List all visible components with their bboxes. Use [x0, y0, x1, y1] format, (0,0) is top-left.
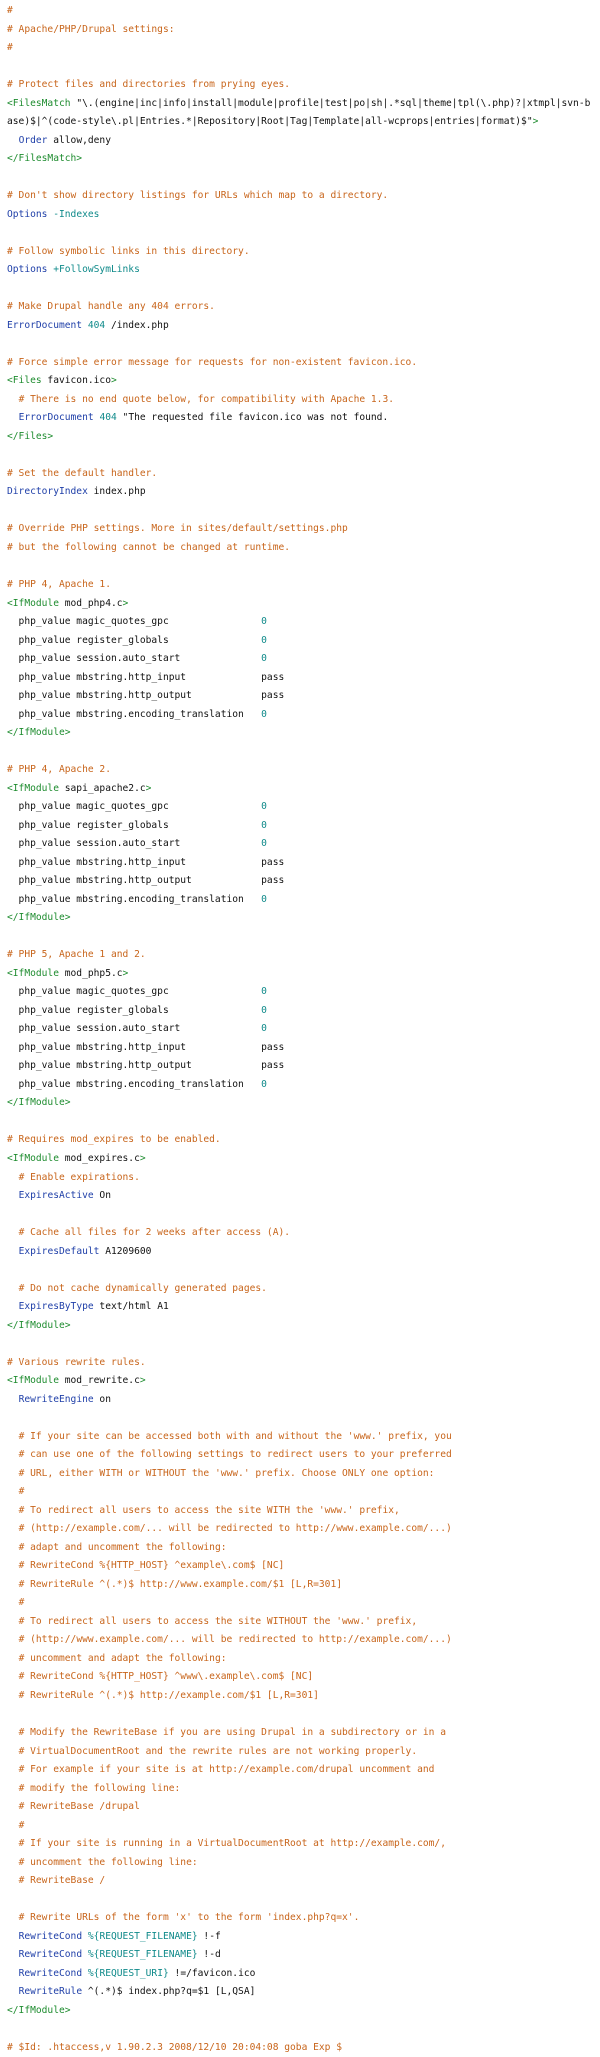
code-line [7, 1502, 600, 1521]
comment-token: # Modify the RewriteBase if you are using Drupal in a subdirectory or in a [18, 1726, 446, 1738]
code-line [7, 21, 600, 40]
value-token: +FollowSymLinks [53, 264, 140, 276]
directive-token: ExpiresByType [18, 1301, 94, 1313]
code-line [7, 2, 600, 21]
code-line [7, 1057, 600, 1076]
code-line [7, 1391, 600, 1410]
code-line [7, 58, 600, 77]
plain-token: !-d [197, 1949, 221, 1961]
code-line [7, 280, 600, 299]
comment-token: # RewriteCond %{HTTP_HOST} ^www\.example\.com$ [NC] [18, 1671, 314, 1683]
code-line [7, 1298, 600, 1317]
plain-token [7, 1560, 19, 1571]
comment-token: # Set the default handler. [7, 467, 158, 479]
code-line [7, 391, 600, 410]
code-line [7, 1076, 600, 1095]
code-line [7, 187, 600, 206]
code-line [7, 1150, 600, 1169]
code-line [7, 1594, 600, 1613]
code-line [7, 1261, 600, 1280]
code-line [7, 2020, 600, 2039]
code-line [7, 1835, 600, 1854]
code-line [7, 1668, 600, 1687]
plain-token: php_value register_globals [7, 634, 262, 646]
code-line [7, 1743, 600, 1762]
code-line [7, 2002, 600, 2021]
comment-token: # Override PHP settings. More in sites/default/settings.php [7, 523, 348, 535]
value-token: 0 [261, 1023, 267, 1035]
code-line [7, 650, 600, 669]
plain-token: allow,deny [47, 134, 111, 146]
comment-token: # [18, 1486, 25, 1498]
code-line [7, 1372, 600, 1391]
code-line [7, 132, 600, 151]
comment-token: # adapt and uncomment the following: [18, 1541, 227, 1553]
code-line [7, 687, 600, 706]
code-line [7, 243, 600, 262]
code-line [7, 298, 600, 317]
code-line [7, 1650, 600, 1669]
value-token: 0 [261, 1078, 267, 1090]
plain-token [7, 1857, 19, 1868]
comment-token: # For example if your site is at http://example.com/drupal uncomment and [18, 1764, 435, 1776]
directive-token: ErrorDocument [18, 412, 94, 424]
plain-token [7, 1634, 19, 1645]
code-line [7, 1002, 600, 1021]
plain-token: ^(.*)$ index.php?q=$1 [L,QSA] [82, 1986, 256, 1998]
plain-token: php_value session.auto_start [7, 838, 262, 850]
code-line [7, 743, 600, 762]
plain-token [7, 1838, 19, 1849]
plain-token [7, 1783, 19, 1794]
plain-token: "\.(engine|inc|info|install|module|profile|test|po|sh|.*sql|theme|tpl(\.php)?|xtmpl|svn-base)$|^(code-style\.pl|Entries.*|Repository|Root|Tag|Template|all-wcprops|entries|format)$" [7, 97, 591, 128]
plain-token [7, 1542, 19, 1553]
comment-token: # Requires mod_expires to be enabled. [7, 1134, 221, 1146]
code-line [7, 520, 600, 539]
code-line [7, 595, 600, 614]
comment-token: # PHP 4, Apache 1. [7, 579, 111, 591]
plain-token [7, 1986, 19, 1997]
tag-token: <IfModule [7, 1375, 59, 1387]
tag-token: </IfModule> [7, 912, 71, 924]
code-line [7, 1687, 600, 1706]
plain-token [7, 394, 19, 405]
tag-token: > [110, 375, 117, 387]
directive-token: ExpiresDefault [18, 1245, 100, 1257]
tag-token: <IfModule [7, 597, 59, 609]
code-line [7, 1465, 600, 1484]
code-line [7, 965, 600, 984]
plain-token [7, 1597, 19, 1608]
code-line [7, 928, 600, 947]
plain-token [7, 1931, 19, 1942]
comment-token: # modify the following line: [18, 1782, 181, 1794]
code-line [7, 335, 600, 354]
plain-token: favicon.ico [41, 375, 111, 387]
tag-token: </IfModule> [7, 1319, 71, 1331]
code-line [7, 724, 600, 743]
code-line [7, 1817, 600, 1836]
code-line [7, 1909, 600, 1928]
comment-token: # To redirect all users to access the site WITHOUT the 'www.' prefix, [18, 1615, 418, 1627]
comment-token: # Make Drupal handle any 404 errors. [7, 301, 215, 313]
code-line [7, 1798, 600, 1817]
value-token: -Indexes [53, 208, 100, 220]
comment-token: # VirtualDocumentRoot and the rewrite rules are not working properly. [18, 1745, 418, 1757]
plain-token [7, 1727, 19, 1738]
comment-token: # If your site is running in a VirtualDocumentRoot at http://example.com/, [18, 1838, 446, 1850]
comment-token: # Force simple error message for requests for non-existent favicon.ico. [7, 356, 418, 368]
comment-token: # Follow symbolic links in this directory. [7, 245, 250, 257]
tag-token: > [139, 1375, 146, 1387]
code-line [7, 1020, 600, 1039]
value-token: %{REQUEST_FILENAME} [87, 1949, 198, 1961]
tag-token: </FilesMatch> [7, 153, 83, 165]
code-line [7, 1724, 600, 1743]
plain-token [7, 1246, 19, 1257]
tag-token: > [145, 782, 152, 794]
comment-token: # but the following cannot be changed at runtime. [7, 541, 291, 553]
comment-token: # RewriteBase / [18, 1875, 106, 1887]
code-line [7, 798, 600, 817]
directive-token: Options [7, 208, 48, 220]
comment-token: # (http://www.example.com/... will be redirected to http://example.com/...) [18, 1634, 452, 1646]
comment-token: # Protect files and directories from prying eyes. [7, 79, 291, 91]
plain-token [7, 1912, 19, 1923]
comment-token: # PHP 5, Apache 1 and 2. [7, 949, 146, 961]
code-line [7, 909, 600, 928]
tag-token: <IfModule [7, 782, 59, 794]
plain-token: php_value mbstring.encoding_translation [7, 893, 262, 905]
value-token: 0 [261, 653, 267, 665]
plain-token [7, 1820, 19, 1831]
code-line [7, 1631, 600, 1650]
code-line [7, 1131, 600, 1150]
value-token: %{REQUEST_FILENAME} [87, 1930, 198, 1942]
code-line [7, 1187, 600, 1206]
comment-token: # Apache/PHP/Drupal settings: [7, 23, 175, 35]
code-line [7, 1576, 600, 1595]
comment-token: # [7, 5, 13, 16]
code-line [7, 835, 600, 854]
code-line [7, 632, 600, 651]
code-line [7, 1872, 600, 1891]
plain-token: php_value mbstring.http_input pass [7, 671, 285, 683]
code-line [7, 39, 600, 58]
plain-token [7, 1764, 19, 1775]
plain-token: index.php [87, 486, 146, 498]
plain-token: "The requested file favicon.ico was not found. [116, 412, 389, 424]
code-line [7, 1983, 600, 2002]
code-line [7, 613, 600, 632]
comment-token: # Don't show directory listings for URLs which map to a directory. [7, 190, 389, 202]
plain-token [7, 1968, 19, 1979]
comment-token: # can use one of the following settings to redirect users to your preferred [18, 1449, 452, 1461]
code-line [7, 669, 600, 688]
code-line [7, 446, 600, 465]
code-line [7, 317, 600, 336]
comment-token: # Various rewrite rules. [7, 1356, 146, 1368]
value-token: 0 [261, 893, 267, 905]
code-line [7, 1094, 600, 1113]
code-line [7, 558, 600, 577]
plain-token [7, 1505, 19, 1516]
plain-token [7, 1301, 19, 1312]
tag-token: <Files [7, 375, 42, 387]
code-line [7, 1854, 600, 1873]
plain-token [7, 1801, 19, 1812]
code-line [7, 1317, 600, 1336]
plain-token [7, 1283, 19, 1294]
code-line [7, 1169, 600, 1188]
tag-token: > [532, 116, 539, 128]
plain-token: php_value mbstring.http_input pass [7, 1041, 285, 1053]
plain-token [7, 1746, 19, 1757]
code-line [7, 576, 600, 595]
plain-token: php_value session.auto_start [7, 653, 262, 665]
code-line [7, 1206, 600, 1225]
plain-token [7, 1227, 19, 1238]
directive-token: RewriteCond [18, 1949, 83, 1961]
comment-token: # RewriteRule ^(.*)$ http://example.com/$1 [L,R=301] [18, 1689, 319, 1701]
tag-token: > [139, 1153, 146, 1164]
plain-token [7, 1690, 19, 1701]
value-token: 0 [261, 838, 267, 850]
comment-token: # URL, either WITH or WITHOUT the 'www.' prefix. Choose ONLY one option: [18, 1467, 435, 1479]
plain-token [7, 1449, 19, 1460]
plain-token: A1209600 [99, 1245, 152, 1257]
code-line [7, 1965, 600, 1984]
comment-token: # uncomment and adapt the following: [18, 1652, 227, 1664]
plain-token: mod_rewrite.c [58, 1375, 140, 1387]
code-line [7, 706, 600, 725]
code-line [7, 817, 600, 836]
comment-token: # [18, 1597, 25, 1609]
plain-token: php_value register_globals [7, 819, 262, 831]
plain-token: !-f [197, 1930, 221, 1942]
comment-token: # RewriteRule ^(.*)$ http://www.example.com/$1 [L,R=301] [18, 1578, 343, 1590]
value-token: 404 [99, 412, 117, 424]
code-line [7, 502, 600, 521]
plain-token [7, 1523, 19, 1534]
comment-token: # Enable expirations. [18, 1171, 140, 1183]
value-token: 0 [261, 708, 267, 720]
directive-token: RewriteRule [18, 1986, 83, 1998]
value-token: 0 [261, 819, 267, 831]
code-line [7, 150, 600, 169]
code-line [7, 483, 600, 502]
plain-token [7, 1616, 19, 1627]
plain-token: php_value mbstring.http_input pass [7, 856, 285, 868]
comment-token: # If your site can be accessed both with and without the 'www.' prefix, you [18, 1430, 452, 1442]
code-line [7, 1428, 600, 1447]
code-line [7, 1613, 600, 1632]
code-line [7, 409, 600, 428]
plain-token [7, 1486, 19, 1497]
comment-token: # uncomment the following line: [18, 1856, 198, 1868]
plain-token: On [93, 1190, 111, 1202]
code-line [7, 261, 600, 280]
plain-token [7, 1653, 19, 1664]
code-line [7, 872, 600, 891]
comment-token: # Rewrite URLs of the form 'x' to the form 'index.php?q=x'. [18, 1912, 360, 1924]
code-line [7, 983, 600, 1002]
plain-token: php_value session.auto_start [7, 1023, 262, 1035]
plain-token: sapi_apache2.c [58, 782, 146, 794]
code-line [7, 206, 600, 225]
value-token: 0 [261, 616, 267, 628]
plain-token [7, 1468, 19, 1479]
code-line [7, 780, 600, 799]
code-line [7, 1243, 600, 1262]
code-line [7, 1928, 600, 1947]
plain-token: php_value magic_quotes_gpc [7, 801, 262, 813]
tag-token: </IfModule> [7, 727, 71, 739]
value-token: 404 [87, 319, 106, 331]
code-line [7, 1780, 600, 1799]
plain-token: on [93, 1393, 111, 1405]
code-line [7, 1409, 600, 1428]
code-line [7, 76, 600, 95]
code-line [7, 1446, 600, 1465]
tag-token: > [122, 597, 129, 609]
plain-token: mod_php4.c [58, 597, 123, 609]
code-line [7, 854, 600, 873]
code-line [7, 1354, 600, 1373]
comment-token: # PHP 4, Apache 2. [7, 764, 111, 776]
code-line [7, 169, 600, 188]
plain-token: php_value register_globals [7, 1004, 262, 1016]
comment-token: # To redirect all users to access the site WITH the 'www.' prefix, [18, 1504, 400, 1516]
directive-token: ExpiresActive [18, 1190, 94, 1202]
code-line [7, 1557, 600, 1576]
tag-token: <IfModule [7, 967, 59, 979]
code-line [7, 428, 600, 447]
code-line [7, 1113, 600, 1132]
plain-token: php_value magic_quotes_gpc [7, 986, 262, 998]
directive-token: RewriteEngine [18, 1393, 94, 1405]
directive-token: Order [18, 134, 48, 146]
plain-token: php_value mbstring.encoding_translation [7, 1078, 262, 1090]
directive-token: RewriteCond [18, 1967, 83, 1979]
directive-token: RewriteCond [18, 1930, 83, 1942]
plain-token [7, 1875, 19, 1886]
comment-token: # RewriteBase /drupal [18, 1801, 140, 1813]
plain-token: php_value mbstring.http_output pass [7, 1060, 285, 1072]
value-token: %{REQUEST_URI} [87, 1967, 169, 1979]
code-line [7, 95, 592, 132]
directive-token: ErrorDocument [7, 319, 83, 331]
code-line [7, 465, 600, 484]
plain-token: mod_expires.c [58, 1153, 140, 1164]
code-line [7, 1946, 600, 1965]
code-line [7, 1224, 600, 1243]
plain-token: php_value mbstring.encoding_translation [7, 708, 262, 720]
tag-token: > [122, 967, 129, 979]
code-line [7, 1335, 600, 1354]
tag-token: <FilesMatch [7, 97, 71, 109]
comment-token: # $Id: .htaccess,v 1.90.2.3 2008/12/10 20:04:08 goba Exp $ [7, 2041, 343, 2053]
comment-token: # [18, 1819, 25, 1831]
code-line [7, 1280, 600, 1299]
code-line [7, 539, 600, 558]
tag-token: </IfModule> [7, 1097, 71, 1109]
comment-token: # (http://example.com/... will be redirected to http://www.example.com/...) [18, 1523, 452, 1535]
directive-token: DirectoryIndex [7, 486, 88, 498]
comment-token: # Do not cache dynamically generated pages. [18, 1282, 267, 1294]
plain-token: !=/favicon.ico [168, 1967, 256, 1979]
plain-token: php_value mbstring.http_output pass [7, 875, 285, 887]
code-line [7, 891, 600, 910]
plain-token [7, 1431, 19, 1442]
tag-token: <IfModule [7, 1153, 59, 1164]
plain-token: text/html A1 [93, 1301, 169, 1313]
value-token: 0 [261, 986, 267, 998]
tag-token: </IfModule> [7, 2004, 71, 2016]
value-token: 0 [261, 1004, 267, 1016]
comment-token: # RewriteCond %{HTTP_HOST} ^example\.com$ [NC] [18, 1560, 285, 1572]
code-line [7, 1891, 600, 1910]
code-line [7, 761, 600, 780]
code-line [7, 1039, 600, 1058]
plain-token [7, 412, 19, 423]
code-line [7, 1539, 600, 1558]
tag-token: </Files> [7, 430, 54, 442]
plain-token: php_value magic_quotes_gpc [7, 616, 262, 628]
plain-token [7, 1190, 19, 1201]
plain-token [7, 1579, 19, 1590]
code-line [7, 354, 600, 373]
directive-token: Options [7, 264, 48, 276]
comment-token: # Cache all files for 2 weeks after access (A). [18, 1227, 291, 1239]
code-line [7, 2039, 600, 2057]
code-line [7, 224, 600, 243]
code-line [7, 1705, 600, 1724]
value-token: 0 [261, 801, 267, 813]
comment-token: # There is no end quote below, for compatibility with Apache 1.3. [18, 393, 394, 405]
plain-token [7, 1394, 19, 1405]
code-line [7, 1520, 600, 1539]
comment-token: # [7, 42, 13, 54]
plain-token: php_value mbstring.http_output pass [7, 690, 285, 702]
plain-token: /index.php [105, 319, 169, 331]
plain-token: mod_php5.c [58, 967, 123, 979]
plain-token [7, 1671, 19, 1682]
plain-token [7, 1172, 19, 1183]
plain-token [7, 1949, 19, 1960]
value-token: 0 [261, 634, 267, 646]
code-line [7, 946, 600, 965]
code-line [7, 1761, 600, 1780]
code-line [7, 372, 600, 391]
plain-token [7, 135, 19, 146]
code-line [7, 1483, 600, 1502]
